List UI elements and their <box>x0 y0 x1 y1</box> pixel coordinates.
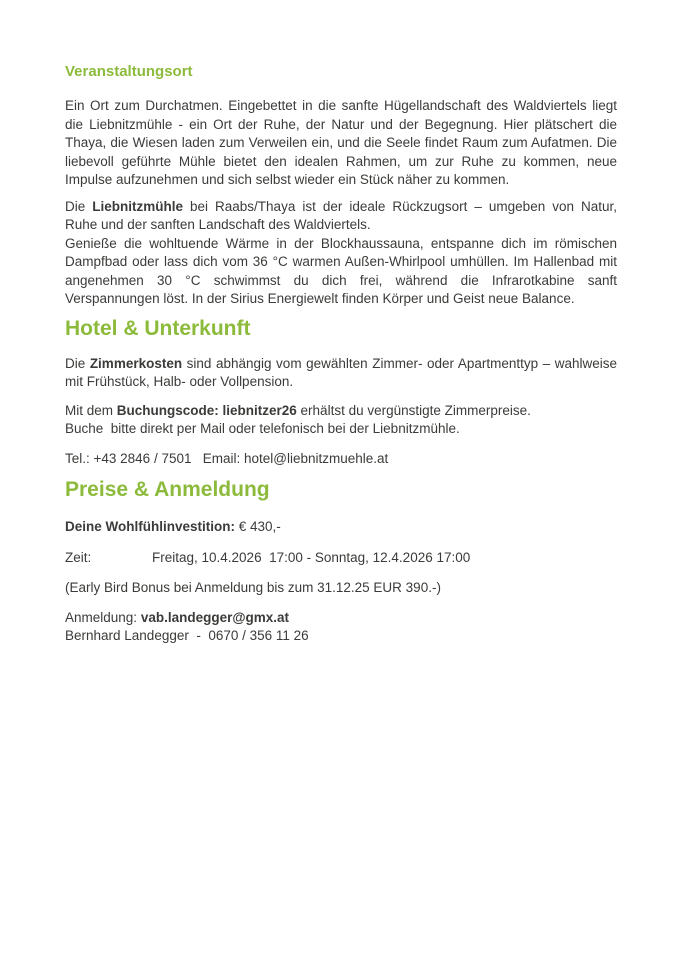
hotel-rooms-paragraph <box>65 355 621 392</box>
pricing-time-value: Freitag, 10.4.2026 17:00 - Sonntag, 12.4.2026 17:00 <box>152 549 471 565</box>
pricing-contact-person-line: Bernhard Landegger - 0670 / 356 11 26 <box>65 628 309 643</box>
hotel-heading: Hotel & Unterkunft <box>65 316 251 340</box>
hotel-booking-code: Buchungscode: liebnitzer26 <box>116 402 297 418</box>
hotel-booking-line2: Buche bitte direkt per Mail oder telefonisch bei der Liebnitzmühle. <box>65 421 460 436</box>
venue-intro-paragraph: Ein Ort zum Durchatmen. Eingebettet in die sanfte Hügellandschaft des Waldviertels liegt die Liebnitzmühle - ein Ort der Ruhe, der Natur und der Begegnung. Hier plätschert die Thaya, die Wiesen laden zum Verweilen ein, und die Seele findet Raum zum Aufatmen. Die liebevoll geführte Mühle bietet den idealen Rahmen, um zur Ruhe zu kommen, neue Impulse aufzunehmen und sich selbst wieder ein Stück näher zu kommen. <box>65 98 621 187</box>
pricing-investment-value: € 430,- <box>235 519 281 534</box>
pricing-time-label: Zeit: <box>65 549 92 565</box>
pricing-registration-label: Anmeldung: <box>65 609 141 625</box>
pricing-investment-label: Deine Wohlfühlinvestition: <box>65 519 235 534</box>
venue-location-paragraph <box>65 198 621 235</box>
pricing-time-line <box>65 549 617 568</box>
hotel-booking-line1 <box>65 402 617 421</box>
venue-location-post: bei Raabs/Thaya ist der ideale Rückzugsort – umgeben von Natur, Ruhe und der sanften Landschaft des Waldviertels. <box>65 198 621 232</box>
pricing-early-bird-line: (Early Bird Bonus bei Anmeldung bis zum 31.12.25 EUR 390.-) <box>65 580 441 595</box>
venue-heading: Veranstaltungsort <box>65 63 193 80</box>
pricing-registration-line <box>65 609 617 628</box>
section-venue <box>65 63 621 309</box>
hotel-rooms-post: sind abhängig vom gewählten Zimmer- oder Apartmenttyp – wahlweise mit Frühstück, Halb- oder Vollpension. <box>65 355 621 389</box>
pricing-heading: Preise & Anmeldung <box>65 478 270 501</box>
hotel-contact-line: Tel.: +43 2846 / 7501 Email: hotel@liebnitzmuehle.at <box>65 450 389 466</box>
venue-wellness-paragraph: Genieße die wohltuende Wärme in der Blockhaussauna, entspanne dich im römischen Dampfbad oder lass dich vom 36 °C warmen Außen-Whirlpool umhüllen. Im Hallenbad mit angenehmen 30 °C schwimmst du dich frei, während die Infrarotkabine sanft Verspannungen löst. In der Sirius Energiewelt finden Körper und Geist neue Balance. <box>65 235 621 306</box>
hotel-rooms-keyword: Zimmerkosten <box>89 355 183 371</box>
section-hotel <box>65 316 621 469</box>
pricing-investment-line <box>65 518 617 537</box>
venue-location-name: Liebnitzmühle <box>92 198 184 214</box>
hotel-rooms-pre: Die <box>65 355 90 371</box>
pricing-registration-email: vab.landegger@gmx.at <box>140 609 290 625</box>
section-pricing <box>65 478 617 646</box>
venue-location-pre: Die <box>65 198 93 214</box>
hotel-booking-pre: Mit dem <box>65 402 117 418</box>
hotel-booking-post: erhältst du vergünstigte Zimmerpreise. <box>296 402 531 418</box>
